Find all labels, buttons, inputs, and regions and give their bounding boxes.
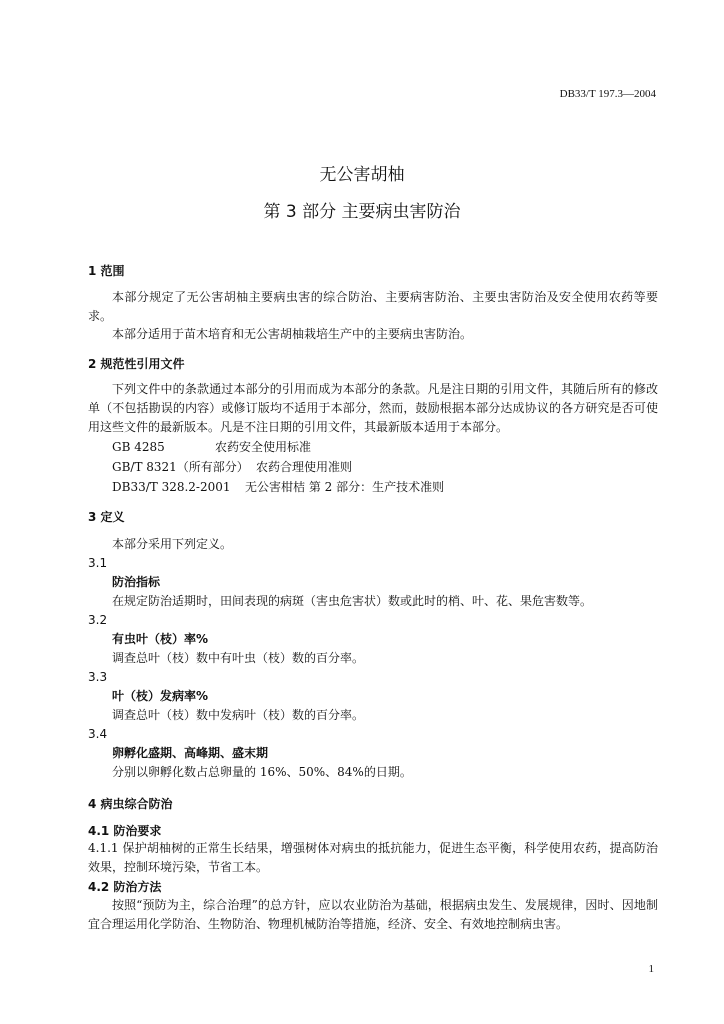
ref-code: GB 4285: [112, 440, 165, 454]
definition-text: 分别以卵孵化数占总卵量的 16%、50%、84%的日期。: [112, 765, 412, 779]
definition-term: 卵孵化盛期、高峰期、盛末期: [112, 746, 269, 760]
definition-term: 防治指标: [112, 575, 161, 589]
page-number: 1: [648, 963, 654, 975]
subsection-heading-methods: 4.2 防治方法: [88, 880, 162, 894]
ref-code: GB/T 8321（所有部分）: [112, 460, 249, 474]
ref-name: 农药安全使用标准: [215, 440, 312, 454]
definition-number: 3.3: [88, 670, 108, 684]
document-title: 无公害胡柚: [319, 165, 405, 185]
definition-term: 叶（枝）发病率%: [112, 689, 209, 703]
ref-name: 农药合理使用准则: [256, 460, 353, 474]
standard-number: DB33/T 197.3—2004: [559, 88, 656, 100]
section-heading-scope: 1 范围: [88, 264, 125, 278]
subsection-heading-requirements: 4.1 防治要求: [88, 824, 162, 838]
scope-paragraph-2: 本部分适用于苗木培育和无公害胡柚栽培生产中的主要病虫害防治。: [112, 327, 473, 341]
ref-name: 无公害柑桔 第 2 部分：生产技术准则: [245, 480, 445, 494]
section-heading-references: 2 规范性引用文件: [88, 357, 185, 371]
definition-number: 3.1: [88, 556, 108, 570]
definition-text: 在规定防治适期时，田间表现的病斑（害虫危害状）数或此时的梢、叶、花、果危害数等。: [112, 594, 593, 608]
document-subtitle: 第 3 部分 主要病虫害防治: [263, 202, 461, 222]
definition-text: 调查总叶（枝）数中发病叶（枝）数的百分率。: [112, 708, 365, 722]
definition-term: 有虫叶（枝）率%: [112, 632, 209, 646]
definition-text: 调查总叶（枝）数中有叶虫（枝）数的百分率。: [112, 651, 365, 665]
methods-paragraph: 按照“预防为主，综合治理”的总方针，应以农业防治为基础，根据病虫发生、发展规律，因时、因地制宜合理运用化学防治、生物防治、物理机械防治等措施，经济、安全、有效地控制病虫害。: [88, 898, 658, 931]
definition-number: 3.4: [88, 727, 108, 741]
ref-code: DB33/T 328.2-2001: [112, 480, 231, 494]
section-heading-integrated-control: 4 病虫综合防治: [88, 797, 173, 811]
references-paragraph: 下列文件中的条款通过本部分的引用而成为本部分的条款。凡是注日期的引用文件，其随后所有的修改单（不包括勘误的内容）或修订版均不适用于本部分，然而，鼓励根据本部分达成协议的各方研究是否可使用这些文件的最新版本。凡是不注日期的引用文件，其最新版本适用于本部分。: [88, 382, 658, 434]
definitions-intro: 本部分采用下列定义。: [112, 537, 233, 551]
section-heading-definitions: 3 定义: [88, 510, 125, 524]
scope-paragraph-1: 本部分规定了无公害胡柚主要病虫害的综合防治、主要病害防治、主要虫害防治及安全使用农药等要求。: [88, 290, 658, 323]
requirements-paragraph: 4.1.1 保护胡柚树的正常生长结果，增强树体对病虫的抵抗能力，促进生态平衡，科学使用农药，提高防治效果，控制环境污染，节省工本。: [88, 841, 658, 874]
definition-number: 3.2: [88, 613, 108, 627]
